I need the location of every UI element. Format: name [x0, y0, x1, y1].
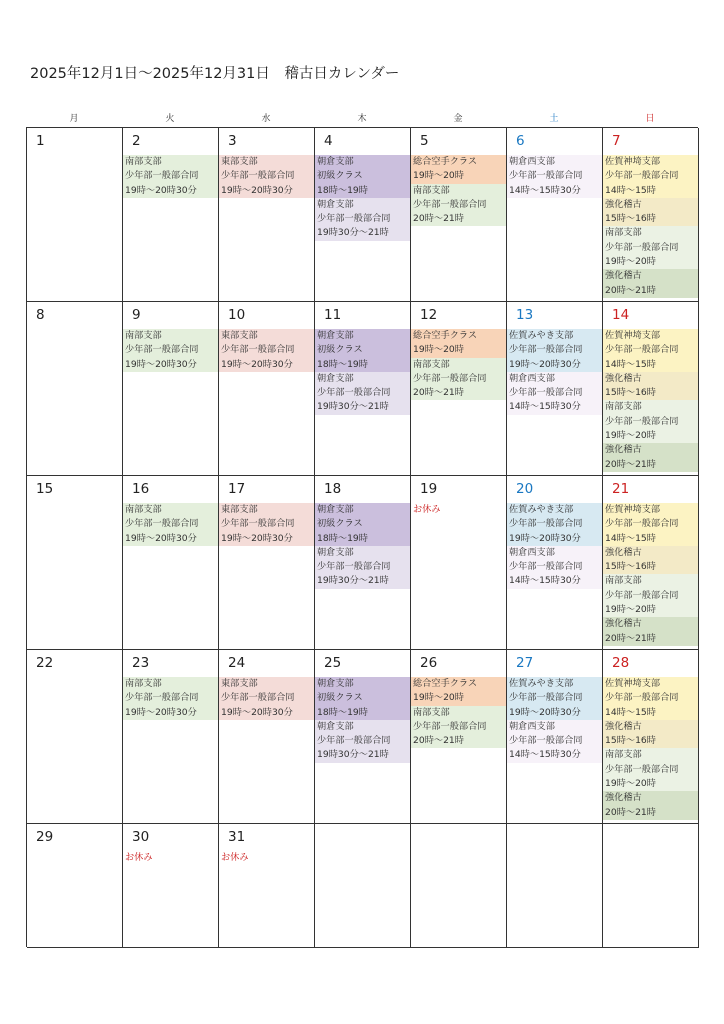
- event-line: 19時～20時: [605, 256, 656, 268]
- event-line: 19時～20時30分: [125, 184, 197, 196]
- event-line: 朝倉支部: [317, 720, 354, 732]
- event-line: 少年部一般部合同: [221, 518, 295, 530]
- class-event: [315, 329, 410, 372]
- day-number: 8: [36, 307, 45, 323]
- class-event: [219, 503, 314, 546]
- day-events: [219, 851, 314, 865]
- event-line: 少年部一般部合同: [125, 344, 199, 356]
- class-event: [603, 791, 698, 820]
- event-line: 強化稽古: [605, 546, 642, 558]
- event-line: 19時～20時30分: [125, 358, 197, 370]
- event-line: 15時～16時: [605, 561, 656, 573]
- event-line: 南部支部: [413, 358, 450, 370]
- event-line: 14時～15時30分: [509, 184, 581, 196]
- event-line: 朝倉支部: [317, 546, 354, 558]
- event-line: 20時～21時: [413, 387, 464, 399]
- event-line: 朝倉支部: [317, 372, 354, 384]
- event-line: 朝倉西支部: [509, 720, 555, 732]
- day-number: 1: [36, 133, 45, 149]
- day-events: [123, 503, 218, 546]
- class-event: [411, 677, 506, 706]
- day-number: 18: [324, 481, 342, 497]
- event-line: 15時～16時: [605, 387, 656, 399]
- day-cell: [603, 650, 699, 824]
- day-events: [507, 677, 602, 763]
- day-number: 29: [36, 829, 54, 845]
- class-event: [603, 198, 698, 227]
- day-cell: [603, 824, 699, 948]
- event-line: 少年部一般部合同: [413, 198, 487, 210]
- weekday-label: 金: [453, 114, 463, 124]
- event-line: 少年部一般部合同: [125, 518, 199, 530]
- event-line: 20時～21時: [605, 284, 656, 296]
- event-line: 南部支部: [413, 184, 450, 196]
- class-event: [507, 372, 602, 415]
- event-line: 少年部一般部合同: [509, 344, 583, 356]
- event-line: 南部支部: [605, 401, 642, 413]
- event-line: 南部支部: [125, 156, 162, 167]
- class-event: [315, 677, 410, 720]
- day-cell: [411, 302, 507, 476]
- day-events: [123, 851, 218, 865]
- event-line: 朝倉支部: [317, 504, 354, 515]
- event-line: 20時～21時: [605, 806, 656, 818]
- event-line: 少年部一般部合同: [125, 170, 199, 182]
- event-line: 朝倉西支部: [509, 372, 555, 384]
- class-event: [507, 677, 602, 720]
- class-event: [603, 155, 698, 198]
- class-event: [603, 720, 698, 749]
- day-number: 3: [228, 133, 237, 149]
- calendar-grid: [26, 127, 698, 947]
- event-line: 19時30分～21時: [317, 227, 389, 239]
- day-events: [219, 155, 314, 198]
- class-event: [315, 198, 410, 241]
- calendar-title: 2025年12月1日～2025年12月31日 稽古日カレンダー: [30, 66, 400, 82]
- event-line: 14時～15時30分: [509, 575, 581, 587]
- day-events: [603, 155, 698, 298]
- day-cell: [603, 302, 699, 476]
- event-line: 強化稽古: [605, 372, 642, 384]
- event-line: 18時～19時: [317, 184, 368, 196]
- day-cell: [507, 302, 603, 476]
- event-line: 19時30分～21時: [317, 401, 389, 413]
- day-number: 13: [516, 307, 534, 323]
- day-number: 21: [612, 481, 630, 497]
- event-line: 総合空手クラス: [413, 330, 478, 341]
- class-event: [603, 269, 698, 298]
- class-event: [315, 503, 410, 546]
- class-event: [411, 329, 506, 358]
- day-number: 22: [36, 655, 54, 671]
- event-line: 南部支部: [125, 330, 162, 341]
- day-number: 14: [612, 307, 630, 323]
- day-cell: [507, 824, 603, 948]
- class-event: [123, 503, 218, 546]
- event-line: 少年部一般部合同: [605, 518, 679, 530]
- day-events: [411, 677, 506, 748]
- day-events: [219, 329, 314, 372]
- class-event: [603, 546, 698, 575]
- class-event: [315, 720, 410, 763]
- event-line: 東部支部: [221, 156, 258, 167]
- day-cell: [123, 302, 219, 476]
- class-event: [315, 546, 410, 589]
- event-line: 19時～20時30分: [509, 532, 581, 544]
- class-event: [603, 748, 698, 791]
- day-cell: [315, 302, 411, 476]
- day-events: [315, 329, 410, 415]
- holiday-label: お休み: [413, 504, 441, 515]
- class-event: [603, 400, 698, 443]
- day-events: [219, 503, 314, 546]
- class-event: [507, 329, 602, 372]
- day-events: [411, 503, 506, 517]
- day-number: 4: [324, 133, 333, 149]
- event-line: 14時～15時: [605, 358, 656, 370]
- event-line: 19時～20時30分: [125, 706, 197, 718]
- day-cell: [411, 824, 507, 948]
- class-event: [315, 155, 410, 198]
- event-line: 朝倉支部: [317, 156, 354, 167]
- day-cell: [315, 824, 411, 948]
- event-line: 少年部一般部合同: [317, 387, 391, 399]
- event-line: 少年部一般部合同: [317, 735, 391, 747]
- class-event: [315, 372, 410, 415]
- event-line: 少年部一般部合同: [317, 561, 391, 573]
- event-line: 少年部一般部合同: [605, 692, 679, 704]
- day-number: 31: [228, 829, 246, 845]
- event-line: 初級クラス: [317, 692, 363, 704]
- day-events: [315, 677, 410, 763]
- day-number: 23: [132, 655, 150, 671]
- class-event: [123, 155, 218, 198]
- day-cell: [507, 650, 603, 824]
- event-line: 佐賀みやき支部: [509, 678, 574, 689]
- event-line: 少年部一般部合同: [221, 344, 295, 356]
- event-line: 南部支部: [605, 575, 642, 587]
- weekday-label: 火: [165, 114, 175, 124]
- event-line: 総合空手クラス: [413, 156, 478, 167]
- event-line: 19時～20時30分: [221, 358, 293, 370]
- day-events: [315, 155, 410, 241]
- day-number: 25: [324, 655, 342, 671]
- event-line: 14時～15時: [605, 184, 656, 196]
- event-line: 朝倉支部: [317, 330, 354, 341]
- event-line: 少年部一般部合同: [605, 763, 679, 775]
- day-number: 11: [324, 307, 342, 323]
- event-line: 14時～15時: [605, 532, 656, 544]
- holiday-label: お休み: [125, 852, 153, 863]
- day-number: 20: [516, 481, 534, 497]
- event-line: 15時～16時: [605, 735, 656, 747]
- day-number: 7: [612, 133, 621, 149]
- day-events: [219, 677, 314, 720]
- event-line: 19時～20時: [413, 170, 464, 182]
- day-events: [411, 155, 506, 226]
- day-events: [507, 155, 602, 198]
- event-line: 18時～19時: [317, 706, 368, 718]
- event-line: 19時～20時: [413, 344, 464, 356]
- event-line: 少年部一般部合同: [605, 344, 679, 356]
- event-line: 強化稽古: [605, 720, 642, 732]
- class-event: [603, 617, 698, 646]
- day-cell: [123, 476, 219, 650]
- class-event: [603, 372, 698, 401]
- event-line: 19時30分～21時: [317, 749, 389, 761]
- day-cell: [603, 128, 699, 302]
- event-line: 19時～20時30分: [509, 358, 581, 370]
- event-line: 少年部一般部合同: [221, 692, 295, 704]
- event-line: 強化稽古: [605, 792, 642, 804]
- day-events: [123, 155, 218, 198]
- day-number: 30: [132, 829, 150, 845]
- day-number: 6: [516, 133, 525, 149]
- class-event: [219, 677, 314, 720]
- event-line: 南部支部: [413, 706, 450, 718]
- event-line: 南部支部: [125, 678, 162, 689]
- class-event: [507, 720, 602, 763]
- day-events: [123, 677, 218, 720]
- event-line: 強化稽古: [605, 270, 642, 282]
- event-line: 佐賀神埼支部: [605, 678, 661, 689]
- day-events: [603, 677, 698, 820]
- event-line: 19時～20時30分: [221, 706, 293, 718]
- event-line: 少年部一般部合同: [221, 170, 295, 182]
- class-event: [603, 503, 698, 546]
- class-event: [507, 503, 602, 546]
- event-line: 少年部一般部合同: [605, 170, 679, 182]
- event-line: 南部支部: [125, 504, 162, 515]
- day-number: 26: [420, 655, 438, 671]
- event-line: 19時30分～21時: [317, 575, 389, 587]
- day-number: 17: [228, 481, 246, 497]
- event-line: 東部支部: [221, 678, 258, 689]
- day-cell: [27, 302, 123, 476]
- event-line: 強化稽古: [605, 618, 642, 630]
- event-line: 20時～21時: [413, 213, 464, 225]
- weekday-label: 日: [645, 114, 655, 124]
- day-cell: [411, 128, 507, 302]
- day-events: [507, 329, 602, 415]
- event-line: 少年部一般部合同: [317, 213, 391, 225]
- day-cell: [411, 476, 507, 650]
- event-line: 少年部一般部合同: [509, 561, 583, 573]
- class-event: [123, 677, 218, 720]
- class-event: [603, 677, 698, 720]
- holiday-label: お休み: [221, 852, 249, 863]
- day-number: 10: [228, 307, 246, 323]
- event-line: 初級クラス: [317, 170, 363, 182]
- day-number: 19: [420, 481, 438, 497]
- day-cell: [27, 128, 123, 302]
- day-cell: [219, 650, 315, 824]
- event-line: 初級クラス: [317, 518, 363, 530]
- day-cell: [507, 476, 603, 650]
- event-line: 朝倉西支部: [509, 546, 555, 558]
- day-number: 9: [132, 307, 141, 323]
- weekday-label: 土: [549, 114, 559, 124]
- event-line: 佐賀みやき支部: [509, 330, 574, 341]
- event-line: 少年部一般部合同: [509, 692, 583, 704]
- event-line: 佐賀みやき支部: [509, 504, 574, 515]
- class-event: [411, 155, 506, 184]
- day-number: 28: [612, 655, 630, 671]
- day-cell: [315, 650, 411, 824]
- day-cell: [123, 824, 219, 948]
- event-line: 少年部一般部合同: [605, 415, 679, 427]
- day-events: [507, 503, 602, 589]
- event-line: 19時～20時30分: [509, 706, 581, 718]
- day-cell: [27, 476, 123, 650]
- event-line: 14時～15時30分: [509, 401, 581, 413]
- event-line: 佐賀神埼支部: [605, 504, 661, 515]
- class-event: [219, 329, 314, 372]
- class-event: [507, 155, 602, 198]
- day-cell: [219, 824, 315, 948]
- day-cell: [603, 476, 699, 650]
- day-cell: [123, 650, 219, 824]
- day-number: 12: [420, 307, 438, 323]
- event-line: 少年部一般部合同: [509, 170, 583, 182]
- class-event: [123, 329, 218, 372]
- class-event: [603, 226, 698, 269]
- event-line: 19時～20時: [413, 692, 464, 704]
- weekday-label: 月: [69, 114, 79, 124]
- class-event: [411, 706, 506, 749]
- day-number: 15: [36, 481, 54, 497]
- event-line: 20時～21時: [413, 735, 464, 747]
- day-number: 27: [516, 655, 534, 671]
- day-events: [603, 503, 698, 646]
- day-events: [315, 503, 410, 589]
- event-line: 東部支部: [221, 330, 258, 341]
- event-line: 少年部一般部合同: [125, 692, 199, 704]
- day-cell: [315, 476, 411, 650]
- class-event: [507, 546, 602, 589]
- event-line: 少年部一般部合同: [605, 241, 679, 253]
- event-line: 少年部一般部合同: [509, 518, 583, 530]
- event-line: 18時～19時: [317, 358, 368, 370]
- event-line: 初級クラス: [317, 344, 363, 356]
- day-cell: [411, 650, 507, 824]
- event-line: 19時～20時: [605, 430, 656, 442]
- event-line: 南部支部: [605, 749, 642, 761]
- day-cell: [507, 128, 603, 302]
- class-event: [603, 329, 698, 372]
- day-cell: [315, 128, 411, 302]
- class-event: [603, 574, 698, 617]
- day-number: 16: [132, 481, 150, 497]
- event-line: 14時～15時: [605, 706, 656, 718]
- day-cell: [219, 476, 315, 650]
- event-line: 東部支部: [221, 504, 258, 515]
- event-line: 総合空手クラス: [413, 678, 478, 689]
- event-line: 19時～20時30分: [125, 532, 197, 544]
- event-line: 15時～16時: [605, 213, 656, 225]
- day-number: 5: [420, 133, 429, 149]
- event-line: 20時～21時: [605, 632, 656, 644]
- class-event: [603, 443, 698, 472]
- event-line: 強化稽古: [605, 444, 642, 456]
- event-line: 少年部一般部合同: [509, 387, 583, 399]
- day-number: 2: [132, 133, 141, 149]
- event-line: 強化稽古: [605, 198, 642, 210]
- event-line: 朝倉西支部: [509, 156, 555, 167]
- event-line: 14時～15時30分: [509, 749, 581, 761]
- event-line: 少年部一般部合同: [413, 372, 487, 384]
- day-events: [123, 329, 218, 372]
- event-line: 少年部一般部合同: [413, 720, 487, 732]
- event-line: 南部支部: [605, 227, 642, 239]
- class-event: [411, 184, 506, 227]
- event-line: 少年部一般部合同: [509, 735, 583, 747]
- day-cell: [27, 650, 123, 824]
- event-line: 佐賀神埼支部: [605, 156, 661, 167]
- event-line: 少年部一般部合同: [605, 589, 679, 601]
- weekday-label: 木: [357, 114, 367, 124]
- event-line: 20時～21時: [605, 458, 656, 470]
- event-line: 18時～19時: [317, 532, 368, 544]
- event-line: 朝倉支部: [317, 678, 354, 689]
- class-event: [411, 358, 506, 401]
- day-events: [603, 329, 698, 472]
- event-line: 朝倉支部: [317, 198, 354, 210]
- day-number: 24: [228, 655, 246, 671]
- event-line: 佐賀神埼支部: [605, 330, 661, 341]
- day-cell: [219, 128, 315, 302]
- event-line: 19時～20時30分: [221, 184, 293, 196]
- weekday-header-row: [26, 112, 698, 126]
- day-cell: [219, 302, 315, 476]
- day-events: [411, 329, 506, 400]
- weekday-label: 水: [261, 114, 271, 124]
- event-line: 19時～20時: [605, 604, 656, 616]
- day-cell: [123, 128, 219, 302]
- event-line: 19時～20時: [605, 778, 656, 790]
- event-line: 19時～20時30分: [221, 532, 293, 544]
- day-cell: [27, 824, 123, 948]
- class-event: [219, 155, 314, 198]
